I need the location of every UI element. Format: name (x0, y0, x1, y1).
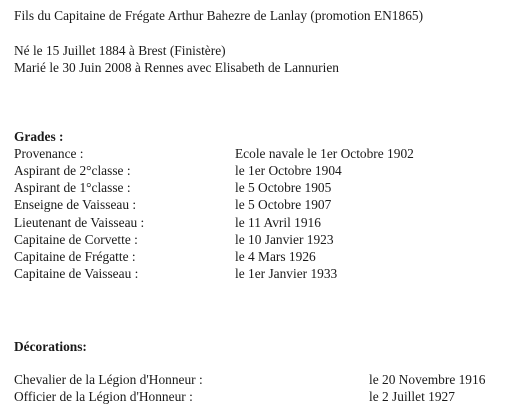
decoration-label: Officier de la Légion d'Honneur : (14, 389, 193, 404)
decoration-row (14, 390, 504, 406)
grade-row (14, 216, 504, 232)
grade-label: Aspirant de 1°classe : (14, 180, 131, 195)
grade-date: le 5 Octobre 1907 (235, 197, 332, 212)
grade-row (14, 198, 504, 214)
parent-line: Fils du Capitaine de Frégate Arthur Bahezre de Lanlay (promotion EN1865) (14, 8, 424, 23)
grade-label: Enseigne de Vaisseau : (14, 197, 137, 212)
grade-date: le 1er Janvier 1933 (235, 266, 338, 281)
grade-label: Lieutenant de Vaisseau : (14, 215, 145, 230)
decoration-date: le 2 Juillet 1927 (369, 389, 455, 404)
decoration-date: le 20 Novembre 1916 (369, 372, 486, 387)
grade-row (14, 164, 504, 180)
grade-label: Capitaine de Vaisseau : (14, 266, 139, 281)
grade-row (14, 181, 504, 197)
grade-row (14, 267, 504, 283)
decorations-heading: Décorations: (14, 339, 87, 354)
grade-label: Aspirant de 2°classe : (14, 163, 131, 178)
grade-date: le 5 Octobre 1905 (235, 180, 332, 195)
decoration-row (14, 373, 504, 389)
birth-line: Né le 15 Juillet 1884 à Brest (Finistère) (14, 43, 226, 58)
grade-row (14, 233, 504, 249)
grade-date: le 4 Mars 1926 (235, 249, 316, 264)
grades-heading: Grades : (14, 129, 64, 144)
marriage-line: Marié le 30 Juin 2008 à Rennes avec Elisabeth de Lannurien (14, 60, 339, 75)
grade-label: Capitaine de Frégatte : (14, 249, 136, 264)
grade-label: Provenance : (14, 146, 84, 161)
decoration-label: Chevalier de la Légion d'Honneur : (14, 372, 203, 387)
grade-row (14, 147, 504, 163)
grade-row (14, 250, 504, 266)
grade-date: le 11 Avril 1916 (235, 215, 321, 230)
grade-date: le 10 Janvier 1923 (235, 232, 334, 247)
grade-date: Ecole navale le 1er Octobre 1902 (235, 146, 414, 161)
grade-date: le 1er Octobre 1904 (235, 163, 342, 178)
grade-label: Capitaine de Corvette : (14, 232, 138, 247)
